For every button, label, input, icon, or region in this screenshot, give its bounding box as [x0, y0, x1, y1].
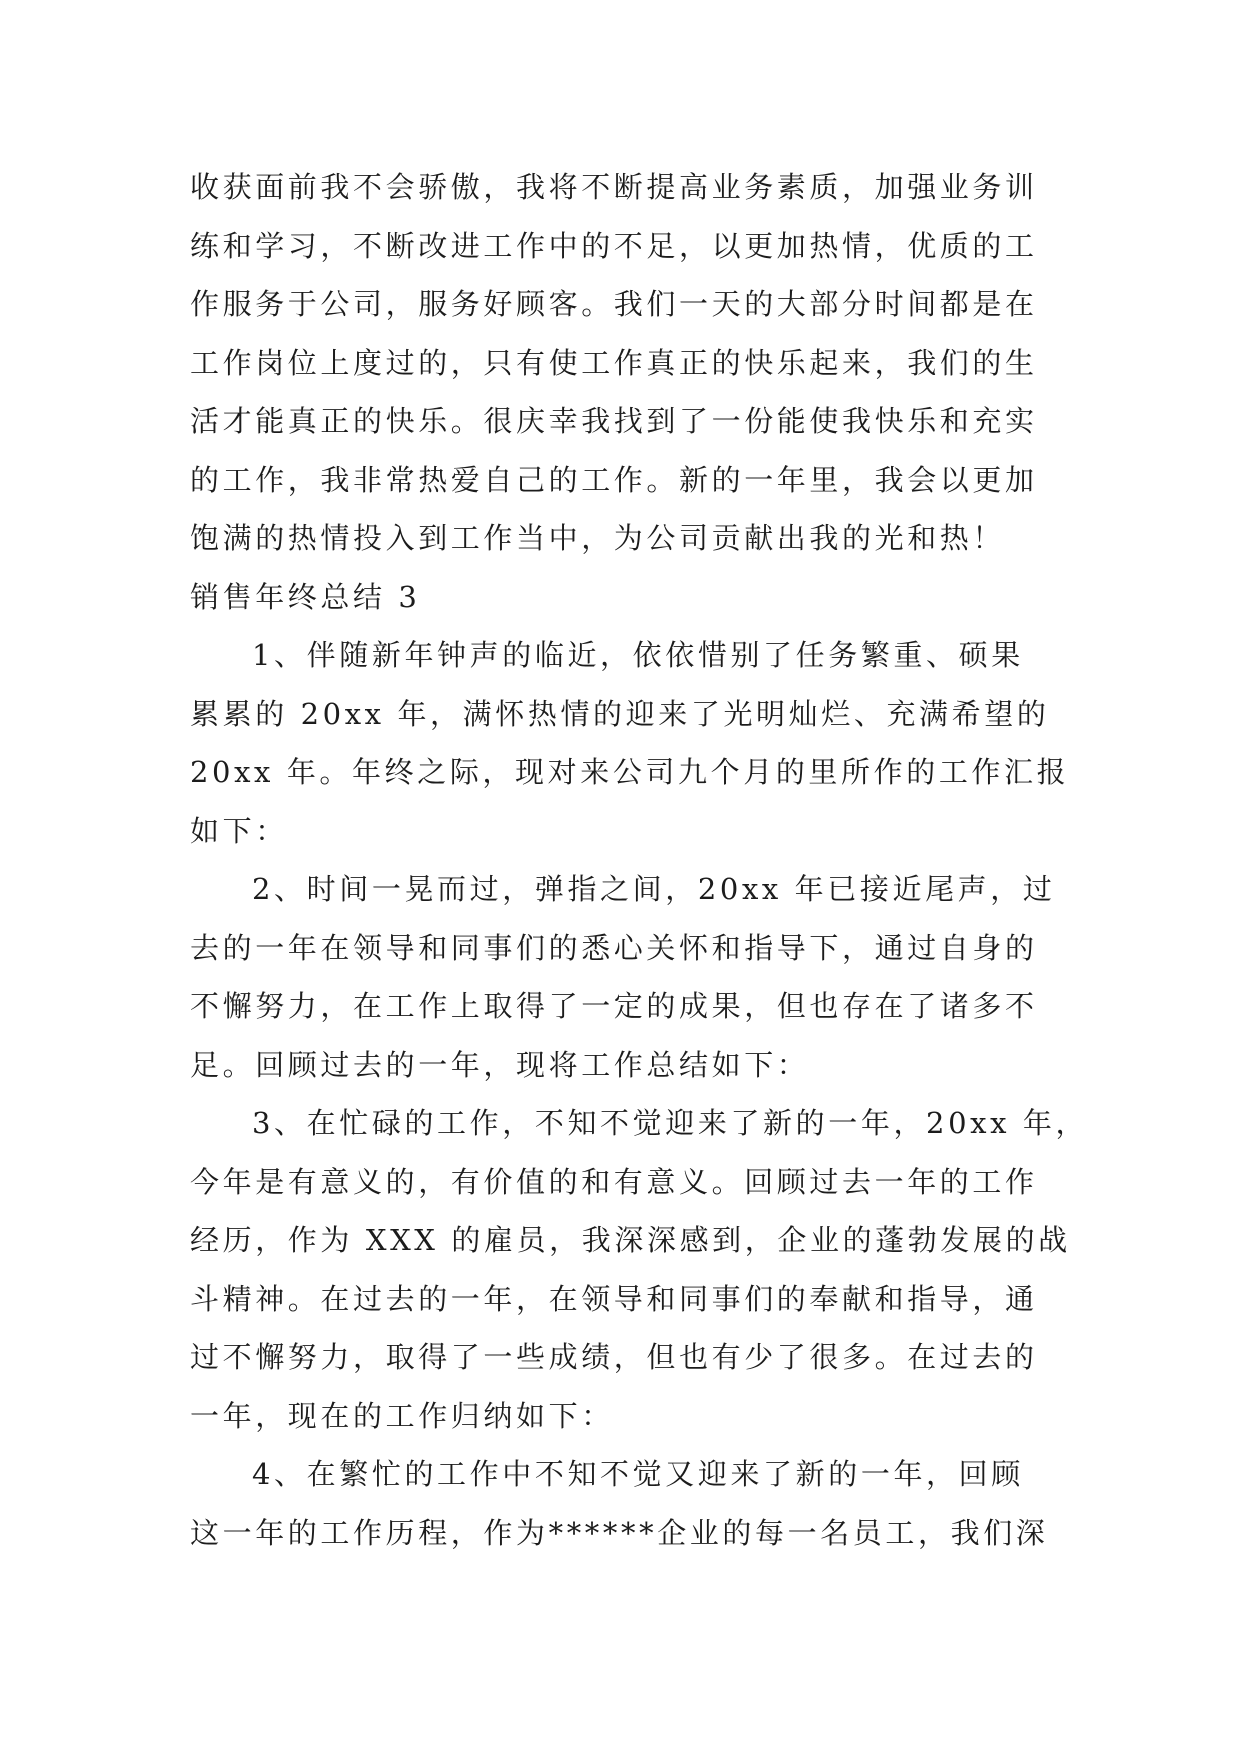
- text-line: 练和学习，不断改进工作中的不足，以更加热情，优质的工: [190, 228, 1038, 263]
- text-line: 作服务于公司，服务好顾客。我们一天的大部分时间都是在: [190, 287, 1038, 321]
- text-line: 饱满的热情投入到工作当中，为公司贡献出我的光和热！: [190, 521, 1006, 555]
- text-line: 这一年的工作历程，作为******企业的每一名员工，我们深: [190, 1515, 1049, 1550]
- text-line: 足。回顾过去的一年，现将工作总结如下：: [190, 1047, 810, 1082]
- text-line: 如下：: [190, 813, 288, 848]
- text-line: 不懈努力，在工作上取得了一定的成果，但也存在了诸多不: [190, 989, 1038, 1023]
- text-line: 斗精神。在过去的一年，在领导和同事们的奉献和指导，通: [190, 1281, 1038, 1316]
- text-line: 收获面前我不会骄傲，我将不断提高业务素质，加强业务训: [190, 170, 1038, 204]
- paragraph-2-start: 2、时间一晃而过，弹指之间，20xx 年已接近尾声，过: [252, 872, 1056, 906]
- text-line: 一年，现在的工作归纳如下：: [190, 1398, 614, 1433]
- text-line: 经历，作为 XXX 的雇员，我深深感到，企业的蓬勃发展的战: [190, 1223, 1071, 1257]
- text-line: 活才能真正的快乐。很庆幸我找到了一份能使我快乐和充实: [190, 404, 1038, 438]
- document-body: [190, 158, 1089, 1562]
- section-heading: 销售年终总结 3: [190, 579, 421, 614]
- paragraph-4-start: 4、在繁忙的工作中不知不觉又迎来了新的一年，回顾: [252, 1457, 1024, 1491]
- paragraph-3-start: 3、在忙碌的工作，不知不觉迎来了新的一年，20xx 年，: [252, 1106, 1089, 1140]
- text-line: 累累的 20xx 年，满怀热情的迎来了光明灿烂、充满希望的: [190, 696, 1050, 731]
- text-line: 的工作，我非常热爱自己的工作。新的一年里，我会以更加: [190, 462, 1038, 497]
- text-line: 去的一年在领导和同事们的悉心关怀和指导下，通过自身的: [190, 930, 1038, 965]
- text-line: 20xx 年。年终之际，现对来公司九个月的里所作的工作汇报: [190, 755, 1070, 789]
- paragraph-1-start: 1、伴随新年钟声的临近，依依惜别了任务繁重、硕果: [252, 638, 1024, 672]
- text-line: 过不懈努力，取得了一些成绩，但也有少了很多。在过去的: [190, 1340, 1038, 1374]
- text-line: 今年是有意义的，有价值的和有意义。回顾过去一年的工作: [190, 1164, 1038, 1199]
- text-line: 工作岗位上度过的，只有使工作真正的快乐起来，我们的生: [190, 345, 1038, 380]
